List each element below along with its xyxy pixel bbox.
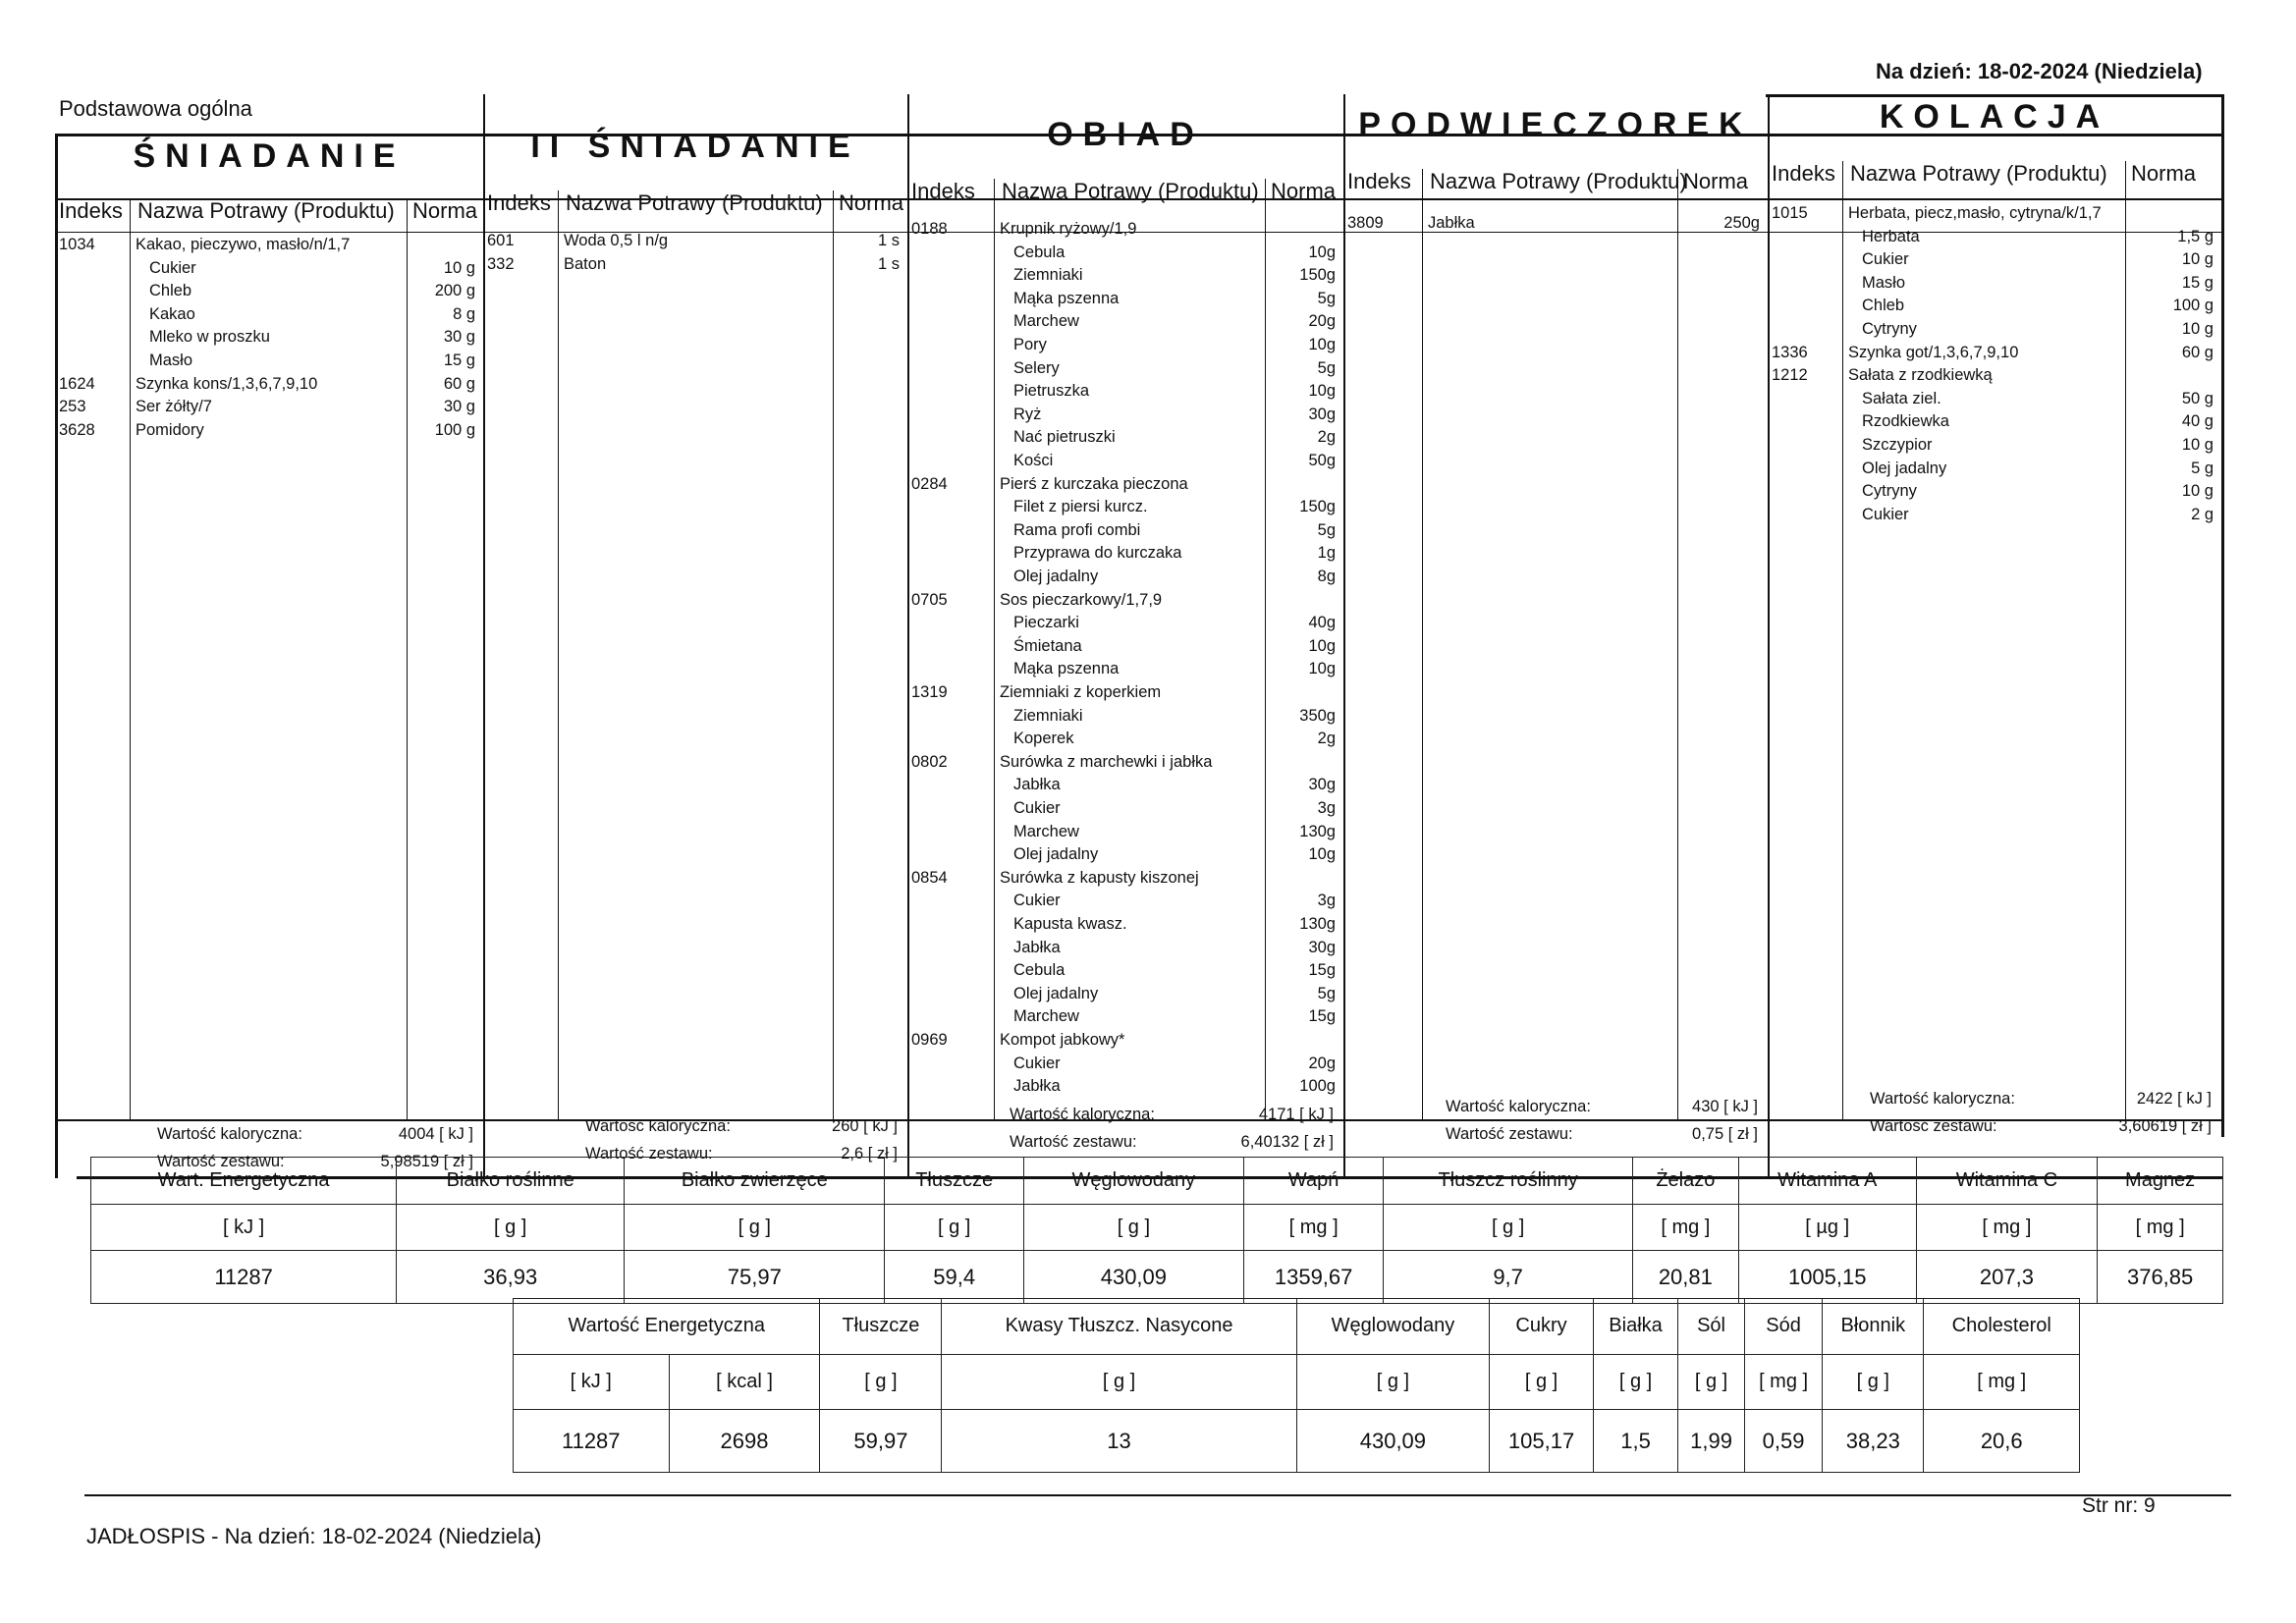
row-index: 253 xyxy=(59,398,86,416)
dish-name: Surówka z marchewki i jabłka xyxy=(1000,752,1213,771)
label-nutrient-header: Cukry xyxy=(1490,1299,1594,1355)
row-index: 1212 xyxy=(1772,366,1808,385)
column-header-index: Indeks xyxy=(59,198,123,223)
dish-name: Ziemniaki z koperkiem xyxy=(1000,683,1162,701)
ingredient-name: Kości xyxy=(1013,452,1054,469)
label-nutrient-header: Cholesterol xyxy=(1924,1299,2080,1355)
ingredient-name: Sałata ziel. xyxy=(1862,389,1941,407)
label-nutrient-value: 430,09 xyxy=(1296,1410,1489,1473)
ingredient-name: Rzodkiewka xyxy=(1862,412,1949,431)
label-nutrient-header: Białka xyxy=(1594,1299,1678,1355)
row-norm: 2g xyxy=(1317,730,1336,748)
nutrient-header: Tłuszcz roślinny xyxy=(1384,1158,1632,1205)
dish-name: Szynka kons/1,3,6,7,9,10 xyxy=(136,374,318,393)
label-nutrient-value: 13 xyxy=(942,1410,1296,1473)
row-norm: 15g xyxy=(1308,961,1336,980)
ingredient-name: Rama profi combi xyxy=(1013,520,1141,539)
row-norm: 130g xyxy=(1299,915,1336,933)
ingredient-name: Kakao xyxy=(149,304,195,323)
summary-label-cost: Wartość zestawu: xyxy=(157,1153,285,1170)
label-nutrient-value: 20,6 xyxy=(1924,1410,2080,1473)
ingredient-name: Jabłka xyxy=(1013,1077,1061,1096)
row-norm: 10g xyxy=(1308,660,1336,678)
nutrient-value: 430,09 xyxy=(1023,1251,1243,1304)
meal-divider xyxy=(1343,94,1345,1178)
dish-name: Woda 0,5 l n/g xyxy=(564,232,669,249)
row-index: 0284 xyxy=(911,474,948,493)
summary-value-cost: 2,6 [ zł ] xyxy=(841,1145,898,1163)
summary-label-cost: Wartość zestawu: xyxy=(1446,1125,1573,1143)
ingredient-name: Olej jadalny xyxy=(1862,459,1947,477)
nutrient-header: Witamina C xyxy=(1916,1158,2098,1205)
ingredient-name: Mleko w proszku xyxy=(149,328,270,347)
label-nutrient-value: 11287 xyxy=(514,1410,670,1473)
row-index: 3628 xyxy=(59,420,95,439)
row-norm: 150g xyxy=(1299,266,1336,285)
nutrient-value: 207,3 xyxy=(1916,1251,2098,1304)
ingredient-name: Cukier xyxy=(1862,250,1909,269)
nutrient-header: Białko zwierzęce xyxy=(625,1158,885,1205)
row-norm: 200 g xyxy=(434,282,475,300)
row-norm: 100 g xyxy=(2172,297,2214,315)
column-header-norm: Norma xyxy=(839,190,904,215)
label-nutrient-value: 38,23 xyxy=(1823,1410,1924,1473)
column-divider xyxy=(130,198,131,1119)
ingredient-name: Filet z piersi kurcz. xyxy=(1013,498,1148,516)
summary-label-cost: Wartość zestawu: xyxy=(585,1145,713,1163)
label-nutrient-unit: [ kJ ] xyxy=(514,1354,670,1410)
summary-label-kcal: Wartość kaloryczna: xyxy=(1446,1098,1591,1115)
ingredient-name: Olej jadalny xyxy=(1013,845,1099,864)
nutrient-unit: [ kJ ] xyxy=(91,1204,397,1251)
row-index: 1319 xyxy=(911,683,948,701)
label-nutrient-header: Błonnik xyxy=(1823,1299,1924,1355)
nutrient-header: Wart. Energetyczna xyxy=(91,1158,397,1205)
meal-title: ŚNIADANIE xyxy=(133,137,406,175)
row-norm: 2 g xyxy=(2191,505,2214,523)
label-nutrient-header: Kwasy Tłuszcz. Nasycone xyxy=(942,1299,1296,1355)
row-norm: 10g xyxy=(1308,845,1336,864)
row-index: 1624 xyxy=(59,374,95,393)
ingredient-name: Cukier xyxy=(1013,892,1061,910)
label-nutrient-header: Tłuszcze xyxy=(820,1299,942,1355)
column-header-norm: Norma xyxy=(1683,169,1749,193)
summary-label-kcal: Wartość kaloryczna: xyxy=(157,1125,302,1143)
row-index: 0188 xyxy=(911,220,948,238)
dish-name: Jabłka xyxy=(1428,214,1475,232)
nutrient-header: Magnez xyxy=(2098,1158,2223,1205)
meal-title: PODWIECZOREK xyxy=(1358,106,1753,143)
ingredient-name: Cukier xyxy=(1013,799,1061,817)
nutrient-header: Tłuszcze xyxy=(885,1158,1023,1205)
nutrient-unit: [ mg ] xyxy=(1632,1204,1738,1251)
column-header-name: Nazwa Potrawy (Produktu) xyxy=(1430,169,1687,193)
label-nutrient-unit: [ mg ] xyxy=(1924,1354,2080,1410)
row-norm: 1 s xyxy=(877,232,900,249)
dish-name: Szynka got/1,3,6,7,9,10 xyxy=(1848,343,2019,361)
row-norm: 50 g xyxy=(2181,389,2214,407)
dish-name: Herbata, piecz,masło, cytryna/k/1,7 xyxy=(1848,204,2102,222)
dish-name: Pomidory xyxy=(136,420,204,439)
ingredient-name: Cukier xyxy=(1862,505,1909,523)
row-norm: 5g xyxy=(1317,358,1336,377)
row-norm: 30g xyxy=(1308,776,1336,794)
ingredient-name: Koperek xyxy=(1013,730,1074,748)
nutrient-header: Witamina A xyxy=(1738,1158,1916,1205)
label-nutrient-value: 1,5 xyxy=(1594,1410,1678,1473)
nutrient-value: 20,81 xyxy=(1632,1251,1738,1304)
summary-value-cost: 3,60619 [ zł ] xyxy=(2118,1117,2212,1135)
dish-name: Surówka z kapusty kiszonej xyxy=(1000,868,1199,887)
row-index: 1015 xyxy=(1772,204,1808,222)
ingredient-name: Selery xyxy=(1013,358,1060,377)
ingredient-name: Masło xyxy=(1862,273,1906,292)
label-nutrient-header: Węglowodany xyxy=(1296,1299,1489,1355)
row-norm: 30g xyxy=(1308,938,1336,956)
nutrient-unit: [ µg ] xyxy=(1738,1204,1916,1251)
label-nutrient-value: 105,17 xyxy=(1490,1410,1594,1473)
row-norm: 250g xyxy=(1723,214,1760,232)
label-nutrient-unit: [ g ] xyxy=(1594,1354,1678,1410)
nutrient-header: Żelazo xyxy=(1632,1158,1738,1205)
summary-value-cost: 5,98519 [ zł ] xyxy=(380,1153,473,1170)
ingredient-name: Olej jadalny xyxy=(1013,568,1099,585)
row-norm: 60 g xyxy=(443,374,475,393)
ingredient-name: Mąka pszenna xyxy=(1013,289,1120,307)
date-label: Na dzień: 18-02-2024 (Niedziela) xyxy=(1876,59,2203,83)
dish-name: Krupnik ryżowy/1,9 xyxy=(1000,220,1137,238)
row-index: 0854 xyxy=(911,868,948,887)
label-nutrient-value: 0,59 xyxy=(1745,1410,1823,1473)
column-header-index: Indeks xyxy=(487,190,551,215)
label-nutrient-unit: [ g ] xyxy=(942,1354,1296,1410)
dish-name: Kompot jabkowy* xyxy=(1000,1031,1125,1049)
nutrients-table-label xyxy=(513,1298,2080,1473)
nutrient-value: 1359,67 xyxy=(1243,1251,1383,1304)
meal-title: II ŚNIADANIE xyxy=(530,128,860,165)
row-norm: 100g xyxy=(1299,1077,1336,1096)
label-nutrient-header: Wartość Energetyczna xyxy=(514,1299,820,1355)
nutrient-unit: [ mg ] xyxy=(1243,1204,1383,1251)
row-norm: 1 s xyxy=(877,254,900,273)
ingredient-name: Jabłka xyxy=(1013,938,1061,956)
nutrient-unit: [ mg ] xyxy=(2098,1204,2223,1251)
dish-name: Baton xyxy=(564,254,607,273)
row-norm: 130g xyxy=(1299,822,1336,840)
ingredient-name: Chleb xyxy=(149,282,192,300)
nutrient-value: 1005,15 xyxy=(1738,1251,1916,1304)
column-header-norm: Norma xyxy=(2131,161,2197,186)
nutrient-value: 11287 xyxy=(91,1251,397,1304)
label-nutrient-unit: [ g ] xyxy=(1823,1354,1924,1410)
row-index: 0705 xyxy=(911,590,948,609)
column-header-index: Indeks xyxy=(1347,169,1411,193)
ingredient-name: Ziemniaki xyxy=(1013,266,1083,285)
ingredient-name: Cytryny xyxy=(1862,482,1917,501)
ingredient-name: Cytryny xyxy=(1862,320,1917,338)
summary-label-cost: Wartość zestawu: xyxy=(1010,1133,1137,1151)
ingredient-name: Herbata xyxy=(1862,227,1920,245)
ingredient-name: Mąka pszenna xyxy=(1013,660,1120,678)
row-index: 332 xyxy=(487,254,515,273)
nutrient-unit: [ g ] xyxy=(397,1204,625,1251)
nutrient-header: Wapń xyxy=(1243,1158,1383,1205)
meal-divider xyxy=(483,94,485,1178)
nutrient-header: Białko roślinne xyxy=(397,1158,625,1205)
summary-value-kcal: 2422 [ kJ ] xyxy=(2136,1090,2212,1108)
row-norm: 10g xyxy=(1308,243,1336,261)
ingredient-name: Chleb xyxy=(1862,297,1905,315)
ingredient-name: Marchew xyxy=(1013,312,1079,331)
column-divider xyxy=(833,190,834,1119)
dish-name: Kakao, pieczywo, masło/n/1,7 xyxy=(136,236,351,253)
row-index: 601 xyxy=(487,232,515,249)
meal-title: KOLACJA xyxy=(1879,98,2110,135)
row-norm: 8 g xyxy=(453,304,475,323)
row-norm: 10 g xyxy=(2181,436,2214,454)
row-norm: 40 g xyxy=(2181,412,2214,431)
column-header-name: Nazwa Potrawy (Produktu) xyxy=(1002,179,1259,203)
summary-value-kcal: 430 [ kJ ] xyxy=(1692,1098,1758,1115)
nutrient-value: 75,97 xyxy=(625,1251,885,1304)
row-norm: 10 g xyxy=(443,258,475,277)
row-norm: 5 g xyxy=(2191,459,2214,477)
row-norm: 8g xyxy=(1317,568,1336,585)
ingredient-name: Cebula xyxy=(1013,243,1066,261)
label-nutrient-value: 59,97 xyxy=(820,1410,942,1473)
column-divider xyxy=(1677,169,1678,1119)
column-header-name: Nazwa Potrawy (Produktu) xyxy=(1850,161,2107,186)
ingredient-name: Cebula xyxy=(1013,961,1066,980)
meal-title: OBIAD xyxy=(1047,116,1204,153)
nutrient-header: Węglowodany xyxy=(1023,1158,1243,1205)
nutrients-table-main xyxy=(90,1157,2223,1304)
ingredient-name: Przyprawa do kurczaka xyxy=(1013,544,1182,563)
row-norm: 10g xyxy=(1308,336,1336,353)
ingredient-name: Pietruszka xyxy=(1013,382,1090,401)
label-nutrient-unit: [ g ] xyxy=(1490,1354,1594,1410)
row-norm: 15 g xyxy=(443,352,475,369)
meal-divider xyxy=(1768,94,1770,1178)
row-norm: 40g xyxy=(1308,614,1336,632)
row-norm: 10g xyxy=(1308,382,1336,401)
row-norm: 10 g xyxy=(2181,320,2214,338)
row-norm: 5g xyxy=(1317,984,1336,1002)
row-norm: 10 g xyxy=(2181,250,2214,269)
page-number: Str nr: 9 xyxy=(2082,1494,2156,1517)
row-norm: 150g xyxy=(1299,498,1336,516)
row-norm: 5g xyxy=(1317,520,1336,539)
nutrient-unit: [ g ] xyxy=(625,1204,885,1251)
summary-label-kcal: Wartość kaloryczna: xyxy=(585,1117,731,1135)
row-norm: 5g xyxy=(1317,289,1336,307)
summary-label-kcal: Wartość kaloryczna: xyxy=(1870,1090,2015,1108)
column-header-norm: Norma xyxy=(412,198,478,223)
row-norm: 30 g xyxy=(443,328,475,347)
summary-value-cost: 6,40132 [ zł ] xyxy=(1240,1133,1334,1151)
dish-name: Ser żółty/7 xyxy=(136,398,212,416)
dish-name: Pierś z kurczaka pieczona xyxy=(1000,474,1188,493)
row-norm: 1,5 g xyxy=(2177,227,2214,245)
nutrient-unit: [ g ] xyxy=(885,1204,1023,1251)
column-divider xyxy=(1422,169,1423,1119)
ingredient-name: Pory xyxy=(1013,336,1047,353)
summary-label-kcal: Wartość kaloryczna: xyxy=(1010,1106,1155,1123)
label-nutrient-unit: [ mg ] xyxy=(1745,1354,1823,1410)
summary-value-kcal: 260 [ kJ ] xyxy=(832,1117,898,1135)
column-divider xyxy=(558,190,559,1119)
row-index: 0969 xyxy=(911,1031,948,1049)
label-nutrient-header: Sód xyxy=(1745,1299,1823,1355)
row-norm: 1g xyxy=(1317,544,1336,563)
row-norm: 50g xyxy=(1308,452,1336,469)
column-header-index: Indeks xyxy=(1772,161,1835,186)
row-index: 1034 xyxy=(59,236,95,253)
row-norm: 30g xyxy=(1308,405,1336,423)
row-norm: 350g xyxy=(1299,706,1336,725)
column-divider xyxy=(994,179,995,1119)
summary-value-kcal: 4004 [ kJ ] xyxy=(398,1125,473,1143)
ingredient-name: Ziemniaki xyxy=(1013,706,1083,725)
row-norm: 60 g xyxy=(2181,343,2214,361)
label-nutrient-header: Sól xyxy=(1678,1299,1745,1355)
ingredient-name: Pieczarki xyxy=(1013,614,1079,632)
summary-label-cost: Wartość zestawu: xyxy=(1870,1117,1997,1135)
row-norm: 15 g xyxy=(2181,273,2214,292)
label-nutrient-unit: [ g ] xyxy=(1678,1354,1745,1410)
ingredient-name: Cukier xyxy=(149,258,196,277)
nutrient-value: 59,4 xyxy=(885,1251,1023,1304)
row-norm: 100 g xyxy=(434,420,475,439)
nutrient-value: 376,85 xyxy=(2098,1251,2223,1304)
row-norm: 20g xyxy=(1308,312,1336,331)
ingredient-name: Śmietana xyxy=(1013,636,1082,655)
row-norm: 15g xyxy=(1308,1007,1336,1026)
summary-value-cost: 0,75 [ zł ] xyxy=(1692,1125,1758,1143)
nutrient-unit: [ g ] xyxy=(1384,1204,1632,1251)
column-header-index: Indeks xyxy=(911,179,975,203)
row-norm: 30 g xyxy=(443,398,475,416)
column-header-name: Nazwa Potrawy (Produktu) xyxy=(566,190,823,215)
row-norm: 3g xyxy=(1317,892,1336,910)
nutrient-unit: [ g ] xyxy=(1023,1204,1243,1251)
row-norm: 20g xyxy=(1308,1054,1336,1072)
ingredient-name: Marchew xyxy=(1013,822,1079,840)
label-nutrient-unit: [ g ] xyxy=(820,1354,942,1410)
ingredient-name: Masło xyxy=(149,352,193,369)
label-nutrient-unit: [ kcal ] xyxy=(669,1354,820,1410)
ingredient-name: Olej jadalny xyxy=(1013,984,1099,1002)
label-nutrient-value: 2698 xyxy=(669,1410,820,1473)
label-nutrient-unit: [ g ] xyxy=(1296,1354,1489,1410)
label-nutrient-value: 1,99 xyxy=(1678,1410,1745,1473)
ingredient-name: Cukier xyxy=(1013,1054,1061,1072)
footer-rule xyxy=(84,1494,2231,1496)
dish-name: Sałata z rzodkiewką xyxy=(1848,366,1993,385)
ingredient-name: Nać pietruszki xyxy=(1013,428,1116,447)
ingredient-name: Kapusta kwasz. xyxy=(1013,915,1127,933)
row-norm: 3g xyxy=(1317,799,1336,817)
row-index: 0802 xyxy=(911,752,948,771)
column-divider xyxy=(1842,161,1843,1119)
row-norm: 10g xyxy=(1308,636,1336,655)
dish-name: Sos pieczarkowy/1,7,9 xyxy=(1000,590,1163,609)
nutrient-unit: [ mg ] xyxy=(1916,1204,2098,1251)
summary-value-kcal: 4171 [ kJ ] xyxy=(1258,1106,1334,1123)
ingredient-name: Szczypior xyxy=(1862,436,1933,454)
ingredient-name: Jabłka xyxy=(1013,776,1061,794)
column-header-norm: Norma xyxy=(1271,179,1337,203)
row-norm: 2g xyxy=(1317,428,1336,447)
footer-title: JADŁOSPIS - Na dzień: 18-02-2024 (Niedziela) xyxy=(86,1524,542,1548)
meal-divider xyxy=(907,94,909,1178)
nutrient-value: 9,7 xyxy=(1384,1251,1632,1304)
row-norm: 10 g xyxy=(2181,482,2214,501)
ingredient-name: Ryż xyxy=(1013,405,1042,423)
row-index: 1336 xyxy=(1772,343,1808,361)
diet-name: Podstawowa ogólna xyxy=(59,96,252,121)
column-header-name: Nazwa Potrawy (Produktu) xyxy=(137,198,395,223)
ingredient-name: Marchew xyxy=(1013,1007,1079,1026)
nutrient-value: 36,93 xyxy=(397,1251,625,1304)
row-index: 3809 xyxy=(1347,214,1384,232)
